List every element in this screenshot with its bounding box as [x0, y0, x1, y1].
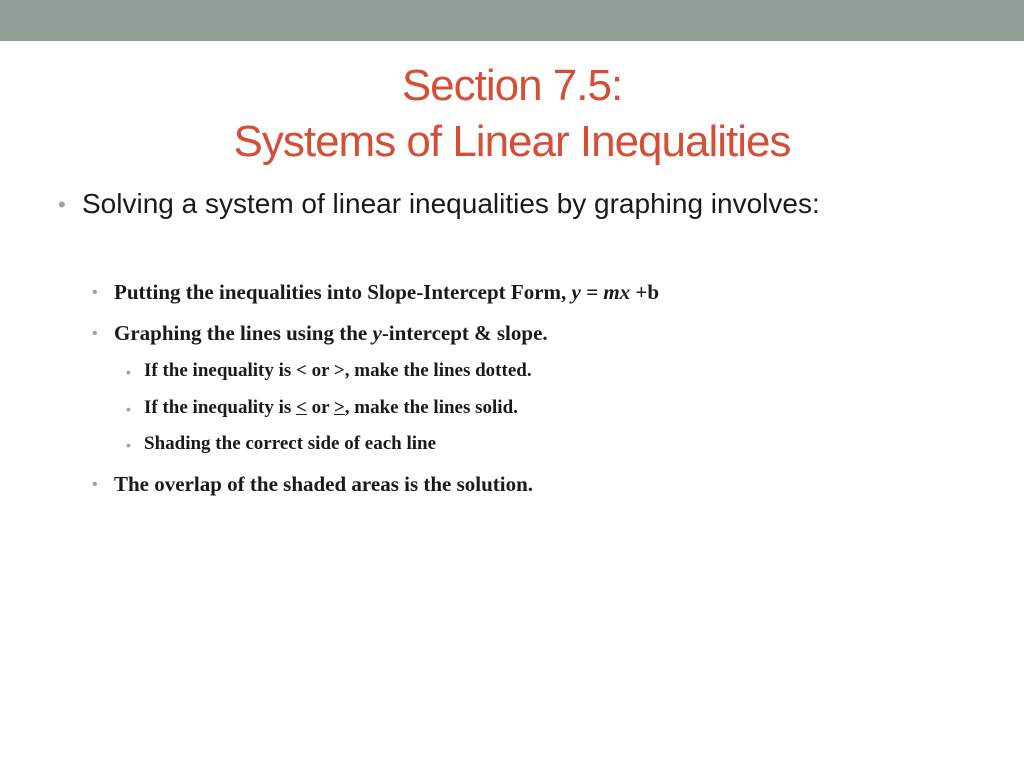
equation-mx: mx: [603, 280, 631, 304]
bullet-icon: •: [92, 284, 98, 301]
dotted-bullet: If the inequality is < or >, make the lines dotted.: [144, 360, 532, 381]
bullet-icon: •: [126, 401, 131, 417]
main-bullet: Solving a system of linear inequalities by graphing involves:: [82, 188, 820, 219]
slide-title: [0, 58, 1024, 170]
slope-intercept-text: Putting the inequalities into Slope-Intercept Form,: [114, 280, 572, 304]
graphing-bullet: [114, 319, 548, 347]
title-line-1: Section 7.5:: [401, 61, 623, 110]
top-bar: [0, 0, 1024, 41]
graphing-post: -intercept & slope.: [381, 321, 548, 345]
title-line-2: Systems of Linear Inequalities: [233, 117, 791, 166]
graphing-pre: Graphing the lines using the: [114, 321, 373, 345]
solid-lt: <: [296, 397, 307, 418]
slope-intercept-bullet: [114, 278, 659, 306]
equation-b: +b: [630, 280, 660, 304]
solid-gt: >: [333, 397, 345, 418]
graphing-y: y: [372, 321, 382, 345]
solid-bullet: [144, 395, 518, 421]
shading-bullet: Shading the correct side of each line: [144, 433, 437, 454]
bullet-icon: •: [58, 192, 66, 217]
overlap-bullet: The overlap of the shaded areas is the solution.: [114, 472, 534, 496]
bullet-icon: •: [92, 325, 98, 342]
solid-post: , make the lines solid.: [344, 397, 518, 418]
equation-y: y: [571, 280, 581, 304]
solid-pre: If the inequality is: [144, 397, 297, 418]
bullet-icon: •: [92, 476, 98, 493]
bullet-icon: •: [126, 364, 131, 380]
equation-equals: =: [580, 280, 604, 304]
solid-or: or: [306, 397, 334, 418]
bullet-icon: •: [126, 437, 131, 453]
